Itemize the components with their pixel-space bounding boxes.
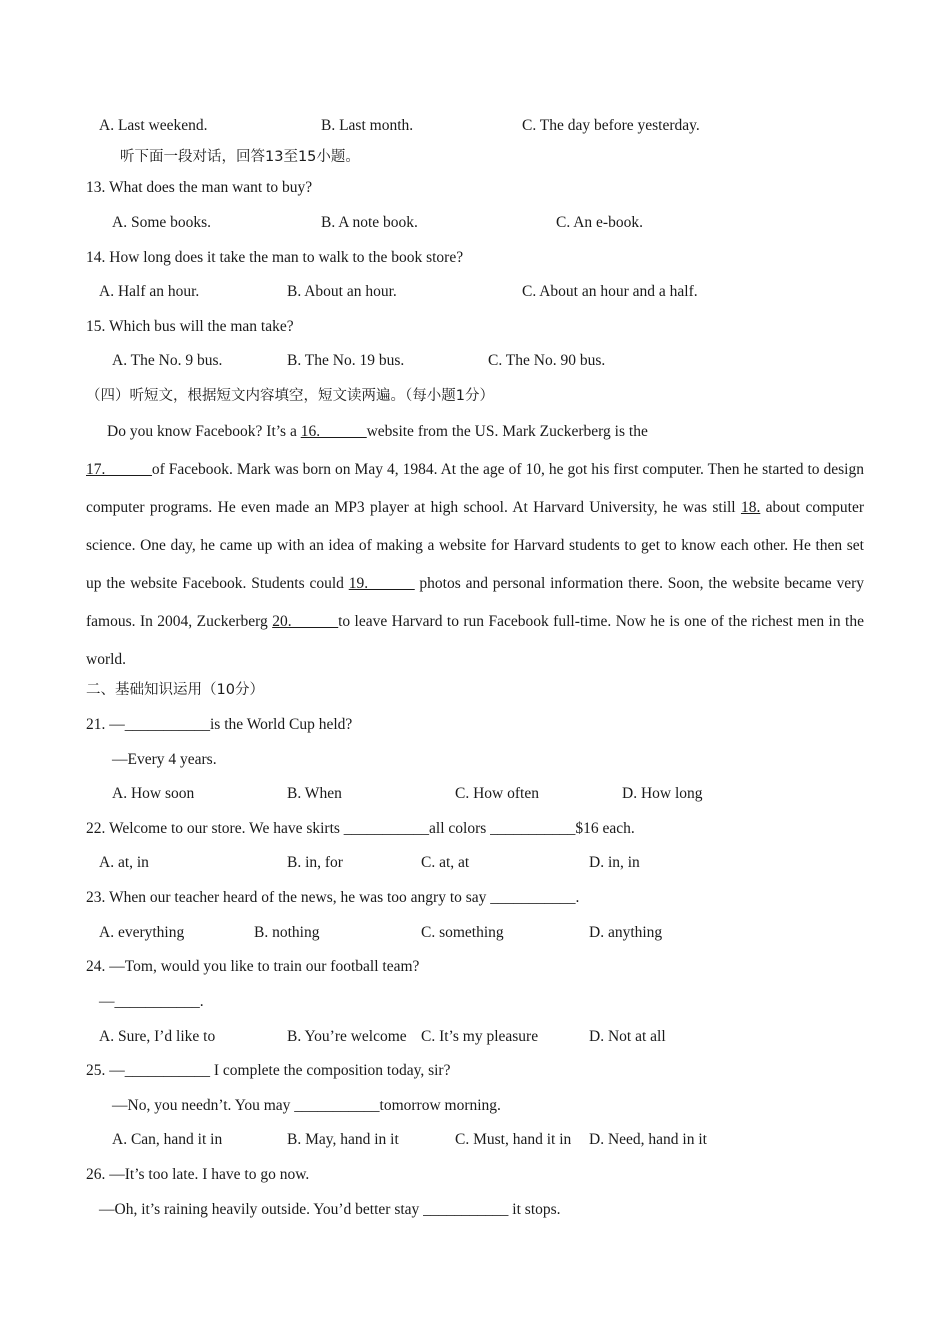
blank-16: 16.______: [300, 423, 367, 440]
q23-option-b: B. nothing: [254, 924, 320, 941]
q22-stem: 22. Welcome to our store. We have skirts ___________all colors ___________$16 each.: [86, 820, 635, 837]
q13-option-c: C. An e-book.: [556, 214, 643, 231]
dialog-instruction: 听下面一段对话，回答13至15小题。: [120, 149, 360, 165]
section2-heading: 二、基础知识运用（10分）: [86, 682, 264, 698]
q13-stem: 13. What does the man want to buy?: [86, 179, 313, 196]
q14-stem: 14. How long does it take the man to walk to the book store?: [86, 249, 464, 266]
q14-option-b: B. About an hour.: [287, 283, 397, 300]
q22-option-b: B. in, for: [287, 854, 343, 871]
q14-option-c: C. About an hour and a half.: [522, 283, 698, 300]
q21-option-b: B. When: [287, 785, 342, 802]
passage-text-6: to leave Harvard to run Facebook full-time. Now he is one of the richest men in the world.: [86, 613, 864, 668]
q22-option-c: C. at, at: [421, 854, 470, 871]
q13-option-b: B. A note book.: [321, 214, 418, 231]
q26-stem: 26. —It’s too late. I have to go now.: [86, 1166, 310, 1183]
q15-option-c: C. The No. 90 bus.: [488, 352, 606, 369]
passage-body: [86, 451, 864, 679]
blank-18: 18.: [740, 499, 761, 516]
q24-reply: —___________.: [99, 993, 204, 1010]
q22-option-a: A. at, in: [99, 854, 149, 871]
q21-option-c: C. How often: [455, 785, 539, 802]
q15-stem: 15. Which bus will the man take?: [86, 318, 294, 335]
q25-option-b: B. May, hand in it: [287, 1131, 399, 1148]
q25-option-d: D. Need, hand in it: [589, 1131, 707, 1148]
q24-option-d: D. Not at all: [589, 1028, 666, 1045]
passage-text-2: website from the US. Mark Zuckerberg is the: [366, 423, 648, 440]
passage-text-1: Do you know Facebook? It’s a: [107, 423, 301, 440]
q23-option-a: A. everything: [99, 924, 185, 941]
q24-option-a: A. Sure, I’d like to: [99, 1028, 216, 1045]
passage-text-3: of Facebook. Mark was born on May 4, 1984. At the age of 10, he got his first computer. Then he started to design computer programs. He even made an MP3 player at high school. At Harvard University, he was still: [86, 461, 864, 516]
q25-option-c: C. Must, hand it in: [455, 1131, 572, 1148]
q24-option-b: B. You’re welcome: [287, 1028, 407, 1045]
listening-passage: [86, 413, 864, 679]
q14-option-a: A. Half an hour.: [99, 283, 200, 300]
q15-option-a: A. The No. 9 bus.: [112, 352, 223, 369]
q12-option-c: C. The day before yesterday.: [522, 117, 700, 134]
q13-option-a: A. Some books.: [112, 214, 212, 231]
q26-reply: —Oh, it’s raining heavily outside. You’d better stay ___________ it stops.: [99, 1201, 561, 1218]
q23-option-c: C. something: [421, 924, 504, 941]
q12-option-a: A. Last weekend.: [99, 117, 208, 134]
q23-option-d: D. anything: [589, 924, 663, 941]
q12-option-b: B. Last month.: [321, 117, 414, 134]
q21-reply: —Every 4 years.: [112, 751, 217, 768]
passage-line-1: [86, 413, 864, 451]
q24-option-c: C. It’s my pleasure: [421, 1028, 539, 1045]
q15-option-b: B. The No. 19 bus.: [287, 352, 405, 369]
q25-reply: —No, you needn’t. You may ___________tomorrow morning.: [112, 1097, 501, 1114]
blank-17: 17.______: [86, 461, 152, 478]
q23-stem: 23. When our teacher heard of the news, he was too angry to say ___________.: [86, 889, 580, 906]
q25-stem: 25. —___________ I complete the composition today, sir?: [86, 1062, 451, 1079]
q25-option-a: A. Can, hand it in: [112, 1131, 223, 1148]
q21-option-a: A. How soon: [112, 785, 195, 802]
blank-19: 19.______: [348, 575, 415, 592]
passage-text-5: photos and personal information there. Soon, the website became very famous. In 2004, Zuckerberg: [86, 575, 865, 630]
q21-stem: 21. —___________is the World Cup held?: [86, 716, 353, 733]
blank-20: 20.______: [272, 613, 339, 630]
q21-option-d: D. How long: [622, 785, 703, 802]
section4-heading: （四）听短文，根据短文内容填空，短文读两遍。（每小题1分）: [86, 388, 494, 404]
q24-stem: 24. —Tom, would you like to train our football team?: [86, 958, 420, 975]
q22-option-d: D. in, in: [589, 854, 640, 871]
passage-text-4: about computer science. One day, he came up with an idea of making a website for Harvard students to get to know each other. He then set up the website Facebook. Students could: [86, 499, 864, 592]
